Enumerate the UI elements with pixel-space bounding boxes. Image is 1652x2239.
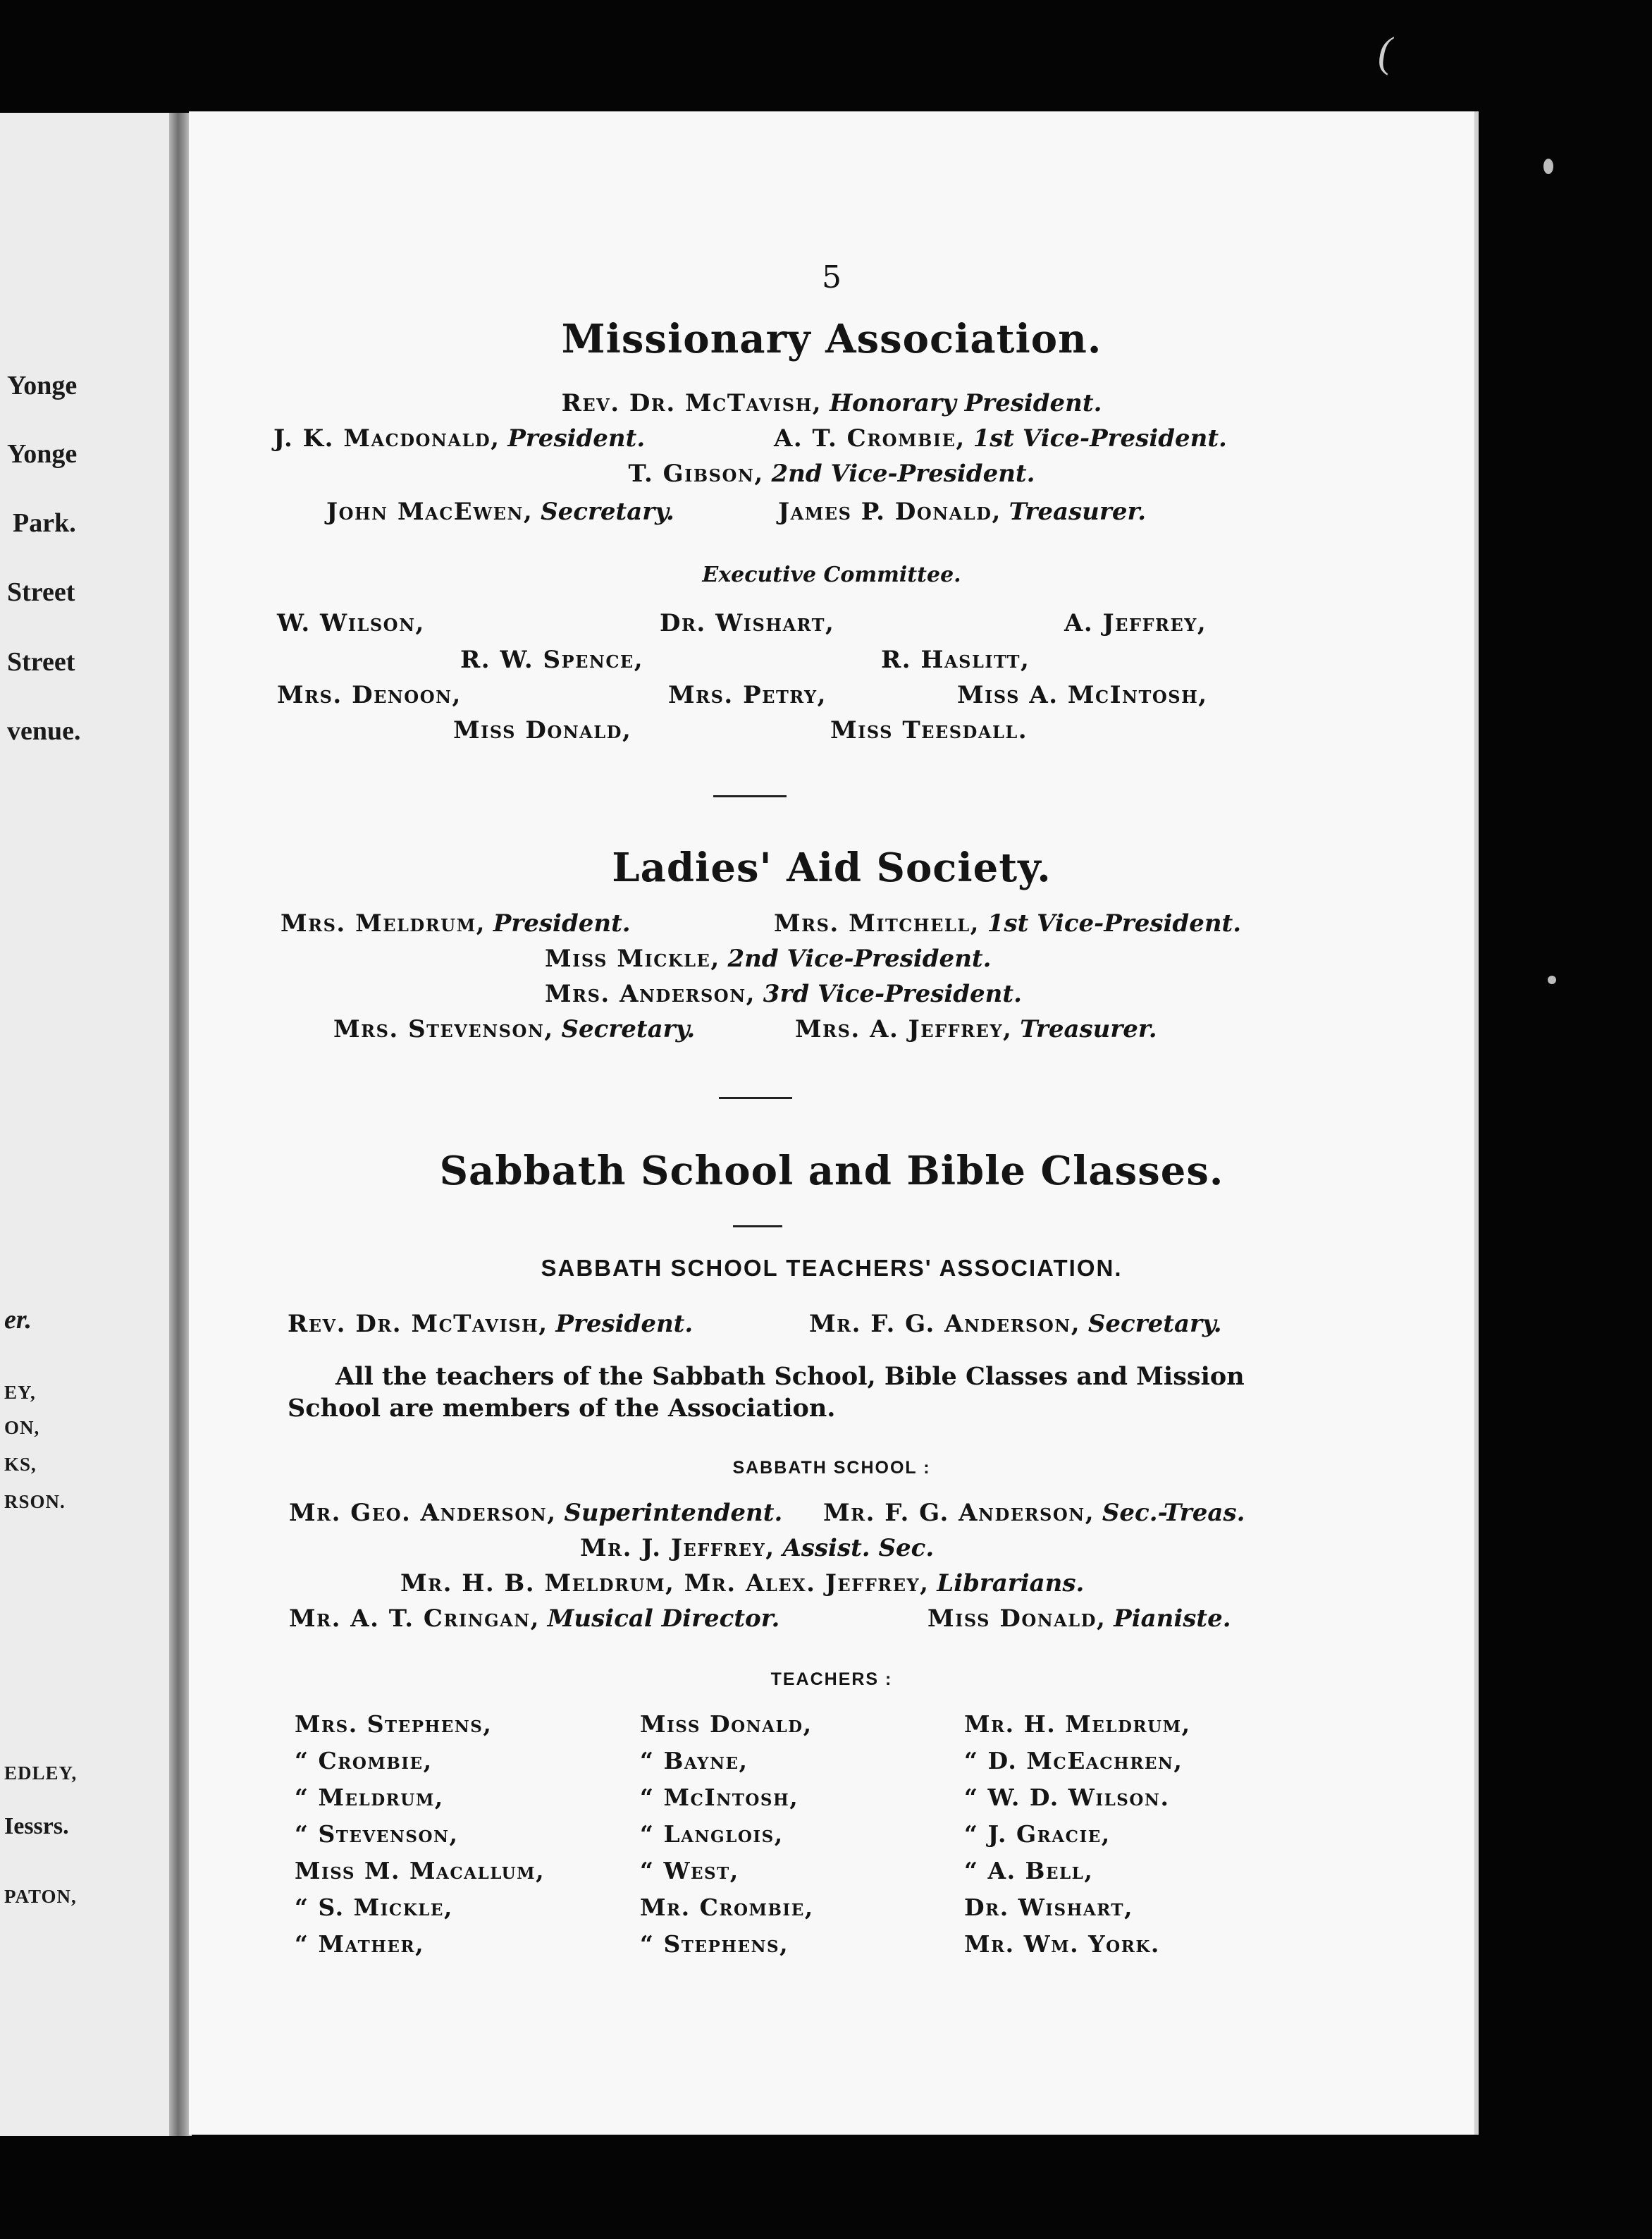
secretary-line bbox=[326, 498, 674, 526]
committee-member: W. Wilson, bbox=[277, 609, 425, 637]
officer-name: Mr. Geo. Anderson, bbox=[289, 1499, 557, 1527]
left-text-line: Yonge bbox=[7, 439, 78, 469]
section-divider bbox=[719, 1097, 792, 1099]
officer-name: Miss Mickle, bbox=[545, 945, 720, 973]
assistant-secretary-line bbox=[580, 1534, 934, 1562]
officer-role: 1st Vice-President. bbox=[973, 424, 1227, 453]
teacher-name: “ Bayne, bbox=[640, 1747, 748, 1774]
officer-name: James P. Donald, bbox=[778, 498, 1001, 526]
teacher-name: “ A. Bell, bbox=[964, 1857, 1094, 1884]
left-text-line: Yonge bbox=[7, 371, 78, 400]
sabbath-school-subtitle: SABBATH SCHOOL : bbox=[732, 1458, 931, 1478]
teacher-name: “ West, bbox=[640, 1857, 739, 1884]
teacher-name: Miss Donald, bbox=[640, 1710, 813, 1738]
officer-role: President. bbox=[555, 1310, 694, 1338]
teacher-name: “ D. McEachren, bbox=[964, 1747, 1183, 1774]
officer-role: Treasurer. bbox=[1020, 1015, 1157, 1043]
officer-role: 3rd Vice-President. bbox=[763, 980, 1022, 1008]
officer-name: Rev. Dr. McTavish, bbox=[561, 389, 822, 417]
officer-name: Mrs. Mitchell, bbox=[774, 909, 980, 938]
treasurer-line bbox=[778, 498, 1146, 526]
left-text-line: Street bbox=[7, 577, 75, 607]
executive-committee-title: Executive Committee. bbox=[702, 563, 961, 587]
left-text-line: Park. bbox=[13, 508, 76, 538]
left-text-line: PATON, bbox=[4, 1886, 77, 1907]
corner-mark: ( bbox=[1378, 29, 1392, 75]
officer-name: Mrs. Meldrum, bbox=[281, 909, 486, 938]
committee-member: Miss Teesdall. bbox=[830, 716, 1028, 744]
committee-member: Dr. Wishart, bbox=[660, 609, 835, 637]
officer-role: Superintendent. bbox=[564, 1499, 783, 1527]
association-secretary-line bbox=[809, 1310, 1222, 1338]
left-text-line: RSON. bbox=[4, 1491, 66, 1512]
officer-role: Sec.-Treas. bbox=[1102, 1499, 1245, 1527]
officer-role: President. bbox=[507, 424, 646, 453]
left-text-line: ON, bbox=[4, 1417, 40, 1438]
first-vice-president-line bbox=[774, 424, 1227, 453]
left-text-line: KS, bbox=[4, 1454, 37, 1475]
officer-role: Musical Director. bbox=[547, 1605, 780, 1633]
page-five bbox=[189, 111, 1474, 2135]
officer-name: John MacEwen, bbox=[326, 498, 534, 526]
officer-name: Mrs. Stevenson, bbox=[333, 1015, 554, 1043]
speck bbox=[1548, 976, 1556, 984]
superintendent-line bbox=[289, 1499, 782, 1527]
teacher-name: Dr. Wishart, bbox=[964, 1894, 1134, 1921]
left-text-line: Street bbox=[7, 647, 75, 677]
librarians-line bbox=[400, 1569, 1084, 1597]
left-text-line: EY, bbox=[4, 1382, 36, 1403]
teacher-name: “ Stevenson, bbox=[295, 1820, 459, 1848]
paragraph-line: School are members of the Association. bbox=[288, 1394, 836, 1423]
teacher-name: “ J. Gracie, bbox=[964, 1820, 1111, 1848]
officer-name: Miss Donald, bbox=[927, 1605, 1107, 1633]
first-vice-president-line bbox=[774, 909, 1241, 938]
officer-name: A. T. Crombie, bbox=[774, 424, 966, 453]
officer-role: Honorary President. bbox=[829, 389, 1102, 417]
left-text-line: Iessrs. bbox=[4, 1813, 69, 1839]
teacher-name: “ Crombie, bbox=[295, 1747, 433, 1774]
third-vice-president-line bbox=[545, 980, 1022, 1008]
officer-role: Secretary. bbox=[541, 498, 674, 526]
musical-director-line bbox=[289, 1605, 779, 1633]
officer-name: Mr. J. Jeffrey, bbox=[580, 1534, 775, 1562]
committee-member: Mrs. Denoon, bbox=[277, 681, 462, 709]
teacher-name: “ McIntosh, bbox=[640, 1784, 799, 1811]
committee-member: R. W. Spence, bbox=[460, 646, 644, 674]
association-president-line bbox=[288, 1310, 693, 1338]
teacher-name: “ W. D. Wilson. bbox=[964, 1784, 1170, 1811]
teacher-name: Mr. Crombie, bbox=[640, 1894, 814, 1921]
officer-role: President. bbox=[493, 909, 631, 938]
committee-member: A. Jeffrey, bbox=[1064, 609, 1207, 637]
officer-name: T. Gibson, bbox=[628, 460, 764, 488]
officer-role: 2nd Vice-President. bbox=[771, 460, 1035, 488]
page-number: 5 bbox=[822, 259, 842, 295]
missionary-association-heading: Missionary Association. bbox=[561, 316, 1102, 362]
committee-member: Mrs. Petry, bbox=[668, 681, 827, 709]
second-vice-president-line bbox=[545, 945, 991, 973]
teacher-name: “ Stephens, bbox=[640, 1930, 789, 1958]
officer-role: Assist. Sec. bbox=[782, 1534, 935, 1562]
officer-role: Secretary. bbox=[1087, 1310, 1222, 1338]
president-line bbox=[281, 909, 631, 938]
officer-name: Mrs. Anderson, bbox=[545, 980, 756, 1008]
officer-role: 2nd Vice-President. bbox=[727, 945, 992, 973]
second-vice-president-line bbox=[189, 460, 1474, 488]
left-facing-page bbox=[0, 113, 176, 2136]
committee-member: R. Haslitt, bbox=[881, 646, 1030, 674]
speck bbox=[1543, 159, 1553, 174]
pianiste-line bbox=[927, 1605, 1231, 1633]
left-text-line: er. bbox=[4, 1305, 32, 1335]
teacher-name: “ Mather, bbox=[295, 1930, 425, 1958]
teacher-name: Mrs. Stephens, bbox=[295, 1710, 493, 1738]
officer-name: Mr. A. T. Cringan, bbox=[289, 1605, 540, 1633]
paragraph-line: All the teachers of the Sabbath School, Bible Classes and Mission bbox=[335, 1362, 1245, 1391]
officer-role: Secretary. bbox=[561, 1015, 696, 1043]
honorary-president-line bbox=[189, 389, 1474, 417]
officer-role: Pianiste. bbox=[1114, 1605, 1231, 1633]
sabbath-school-heading: Sabbath School and Bible Classes. bbox=[439, 1148, 1224, 1194]
secretary-line bbox=[333, 1015, 695, 1043]
officer-name: Mr. F. G. Anderson, bbox=[823, 1499, 1095, 1527]
officer-role: Treasurer. bbox=[1009, 498, 1147, 526]
section-divider bbox=[733, 1225, 782, 1227]
officer-name: Mrs. A. Jeffrey, bbox=[795, 1015, 1013, 1043]
teacher-name: “ S. Mickle, bbox=[295, 1894, 453, 1921]
teacher-name: Mr. H. Meldrum, bbox=[964, 1710, 1191, 1738]
officer-name: J. K. Macdonald, bbox=[273, 424, 500, 453]
officer-name: Mr. H. B. Meldrum, Mr. Alex. Jeffrey, bbox=[400, 1569, 930, 1597]
teacher-name: “ Meldrum, bbox=[295, 1784, 444, 1811]
teacher-name: Miss M. Macallum, bbox=[295, 1857, 545, 1884]
treasurer-line bbox=[795, 1015, 1157, 1043]
committee-member: Miss A. McIntosh, bbox=[957, 681, 1208, 709]
president-line bbox=[273, 424, 645, 453]
teacher-name: Mr. Wm. York. bbox=[964, 1930, 1160, 1958]
left-text-line: EDLEY, bbox=[4, 1762, 78, 1784]
teacher-name: “ Langlois, bbox=[640, 1820, 784, 1848]
teachers-subtitle: TEACHERS : bbox=[770, 1669, 893, 1689]
left-text-line: venue. bbox=[7, 716, 81, 746]
teachers-association-title: SABBATH SCHOOL TEACHERS' ASSOCIATION. bbox=[541, 1255, 1123, 1281]
section-divider bbox=[713, 795, 787, 797]
sec-treas-line bbox=[823, 1499, 1245, 1527]
ladies-aid-society-heading: Ladies' Aid Society. bbox=[612, 845, 1052, 891]
officer-role: Librarians. bbox=[937, 1569, 1085, 1597]
association-paragraph bbox=[288, 1361, 1415, 1424]
officer-name: Mr. F. G. Anderson, bbox=[809, 1310, 1081, 1338]
committee-member: Miss Donald, bbox=[453, 716, 632, 744]
officer-role: 1st Vice-President. bbox=[987, 909, 1242, 938]
officer-name: Rev. Dr. McTavish, bbox=[288, 1310, 548, 1338]
